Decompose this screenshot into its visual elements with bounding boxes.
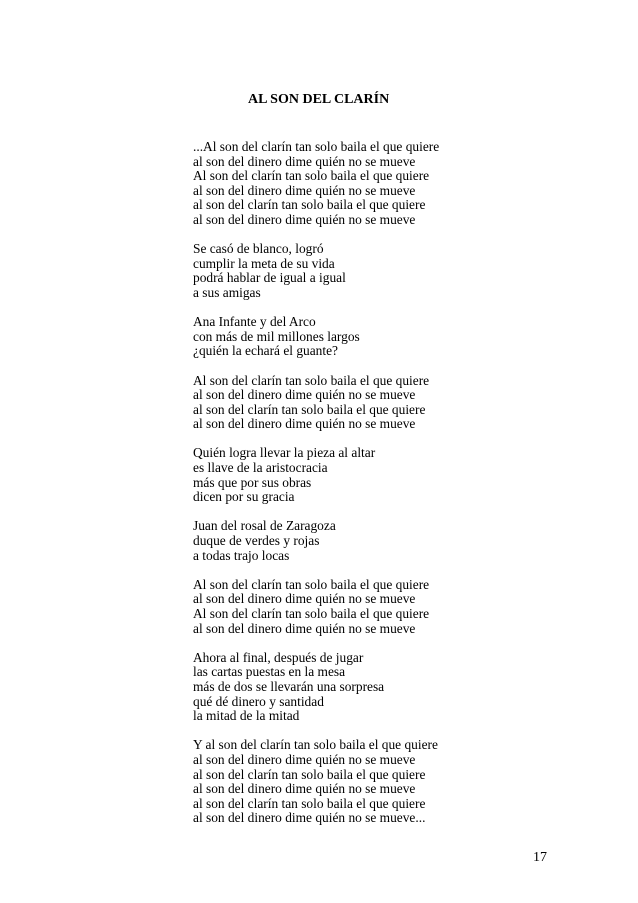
poem-line: al son del dinero dime quién no se mueve — [193, 620, 416, 636]
poem-line: al son del clarín tan solo baila el que quiere — [193, 197, 426, 213]
poem-line: podrá hablar de igual a igual — [193, 270, 346, 286]
poem-line: ¿quién la echará el guante? — [193, 343, 338, 359]
poem-line: a sus amigas — [193, 284, 261, 300]
stanza — [193, 242, 573, 300]
poem-line: Al son del clarín tan solo baila el que quiere — [193, 168, 430, 184]
poem-line: más que por sus obras — [193, 474, 312, 490]
poem-line: es llave de la aristocracia — [193, 460, 328, 476]
poem-line: al son del clarín tan solo baila el que quiere — [193, 401, 426, 417]
poem-line: al son del dinero dime quién no se mueve — [193, 153, 416, 169]
poem-line: Se casó de blanco, logró — [193, 241, 324, 257]
stanza — [193, 738, 573, 826]
poem-line: Ahora al final, después de jugar — [193, 649, 364, 665]
stanza — [193, 578, 573, 636]
poem-line: al son del dinero dime quién no se mueve — [193, 387, 416, 403]
poem-body — [193, 140, 573, 841]
poem-line: Al son del clarín tan solo baila el que quiere — [193, 372, 430, 388]
poem-line: cumplir la meta de su vida — [193, 255, 335, 271]
poem-line: con más de mil millones largos — [193, 328, 360, 344]
stanza — [193, 374, 573, 432]
page-number: 17 — [533, 850, 547, 865]
poem-line: las cartas puestas en la mesa — [193, 664, 346, 680]
poem-line: al son del dinero dime quién no se mueve... — [193, 810, 426, 826]
poem-line: Al son del clarín tan solo baila el que quiere — [193, 606, 430, 621]
poem-line: al son del dinero dime quién no se mueve — [193, 416, 416, 432]
poem-line: al son del dinero dime quién no se mueve — [193, 182, 416, 198]
poem-line: Ana Infante y del Arco — [193, 314, 316, 330]
poem-line: dicen por su gracia — [193, 489, 295, 505]
stanza — [193, 651, 573, 724]
stanza — [193, 140, 573, 228]
poem-line: al son del clarín tan solo baila el que quiere — [193, 795, 426, 811]
poem-line: la mitad de la mitad — [193, 708, 300, 724]
poem-line: al son del dinero dime quién no se mueve — [193, 751, 416, 767]
poem-line: a todas trajo locas — [193, 547, 290, 563]
stanza — [193, 315, 573, 359]
poem-line: qué dé dinero y santidad — [193, 693, 324, 709]
poem-line: duque de verdes y rojas — [193, 533, 320, 549]
poem-line: al son del clarín tan solo baila el que quiere — [193, 766, 426, 782]
poem-line: al son del dinero dime quién no se mueve — [193, 211, 416, 227]
poem-line: Juan del rosal de Zaragoza — [193, 518, 336, 534]
poem-line: al son del dinero dime quién no se mueve — [193, 591, 416, 607]
poem-line: más de dos se llevarán una sorpresa — [193, 678, 385, 694]
poem-line: ...Al son del clarín tan solo baila el que quiere — [193, 139, 440, 154]
stanza — [193, 519, 573, 563]
poem-line: Y al son del clarín tan solo baila el que quiere — [193, 737, 438, 753]
poem-line: al son del dinero dime quién no se mueve — [193, 781, 416, 797]
stanza — [193, 446, 573, 504]
poem-line: Quién logra llevar la pieza al altar — [193, 445, 376, 461]
poem-line: Al son del clarín tan solo baila el que quiere — [193, 576, 430, 592]
page-title: AL SON DEL CLARÍN — [248, 92, 390, 107]
